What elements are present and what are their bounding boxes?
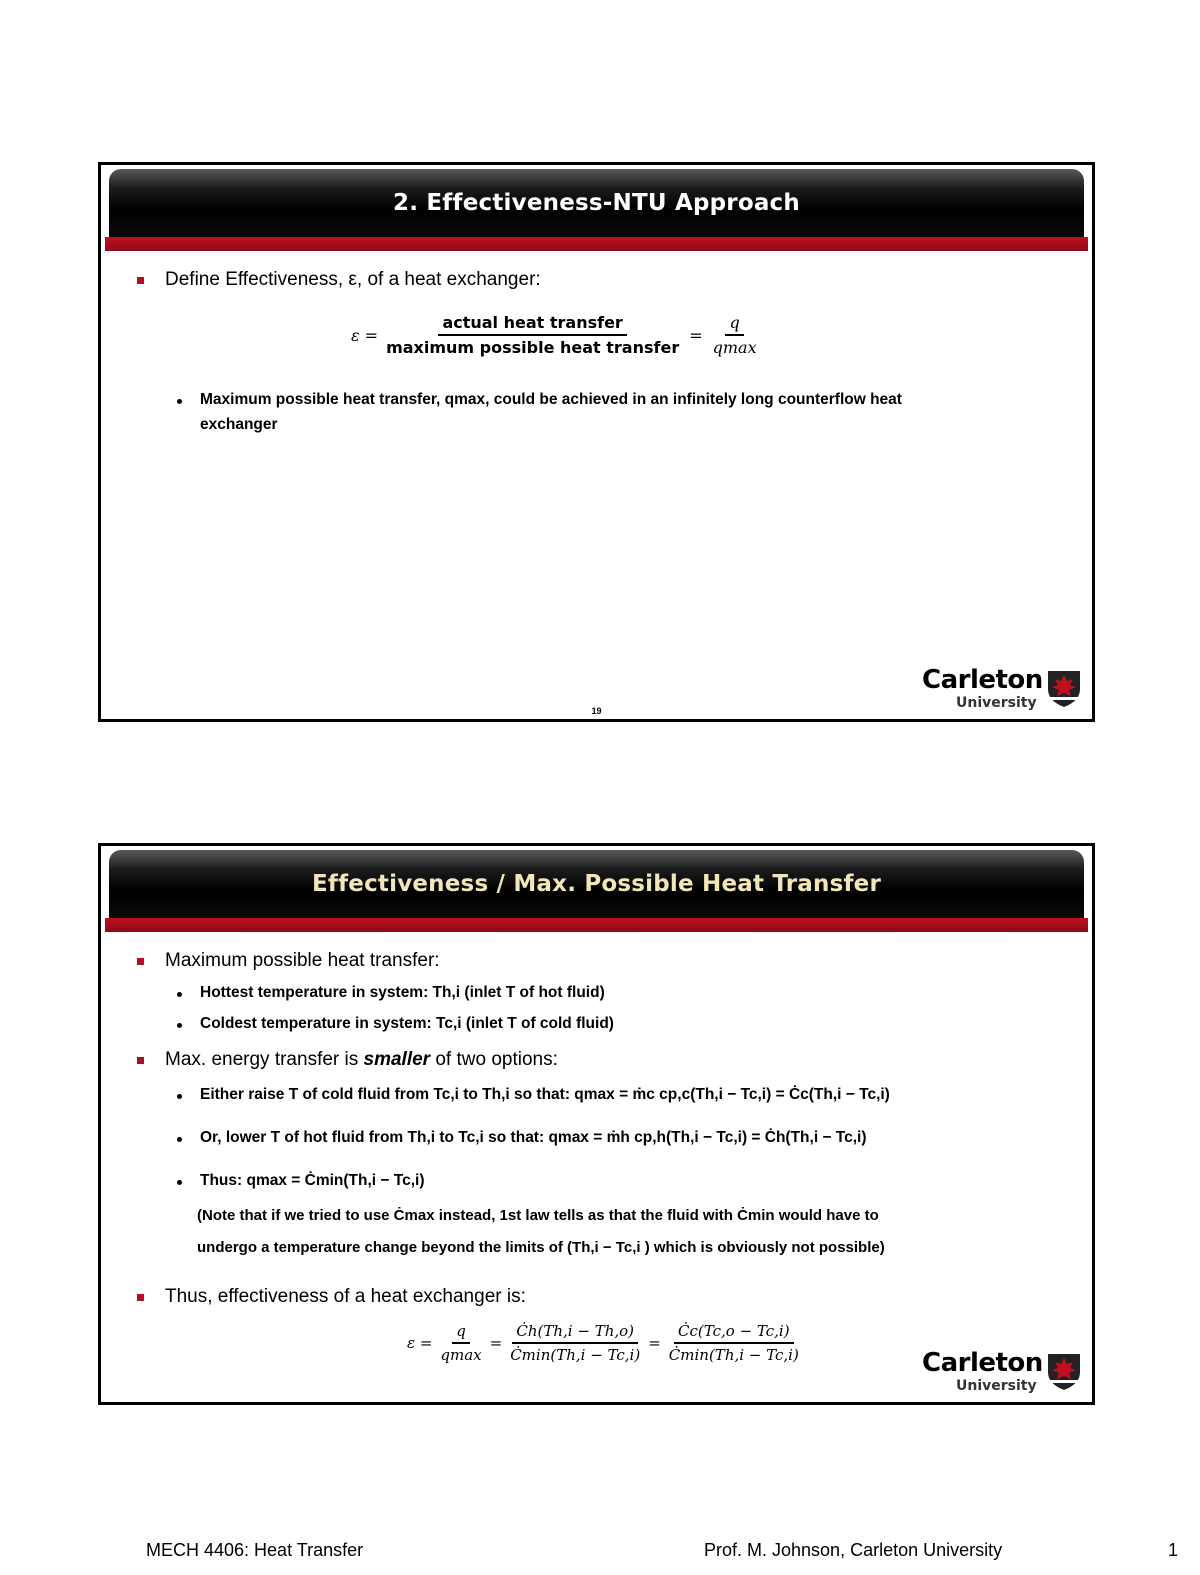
eq-f1-den: qmax [440, 1346, 482, 1364]
sub-bullet-hottest: Hottest temperature in system: Th,i (inlet T of hot fluid) [200, 984, 605, 1001]
bullet-max-energy-post: of two options: [435, 1049, 558, 1070]
eq-fraction-2 [506, 1322, 644, 1364]
eq-f1-num: q [452, 1322, 470, 1344]
eq-f3-num: Ċc(Tc,o − Tc,i) [674, 1322, 794, 1344]
eq-q: q [725, 313, 743, 336]
slide-20 [98, 843, 1095, 1405]
logo-name: Carleton [922, 665, 1043, 695]
footer-page-number: 1 [1168, 1540, 1179, 1560]
slide-title-bar [109, 850, 1084, 918]
bullet-define-effectiveness: Define Effectiveness, ε, of a heat exchanger: [165, 269, 541, 290]
eq-equals-1: = [489, 1334, 503, 1352]
bullet-max-heat-transfer: Maximum possible heat transfer: [165, 950, 440, 971]
eq-fraction-q [709, 313, 761, 357]
logo-subtitle: University [956, 695, 1037, 711]
carleton-logo [922, 1348, 1082, 1396]
eq-lhs: ε = [407, 1334, 433, 1352]
sub-bullet-or: Or, lower T of hot fluid from Th,i to Tc,i so that: qmax = ṁh cp,h(Th,i − Tc,i) = Ċh(Th,i − Tc,i) [200, 1129, 867, 1146]
eq-f2-den: Ċmin(Th,i − Tc,i) [510, 1346, 641, 1364]
sub-bullet-qmax: Maximum possible heat transfer, qmax, could be achieved in an infinitely long counterflow heat [200, 391, 902, 408]
bullet-max-energy-pre: Max. energy transfer is [165, 1049, 359, 1070]
eq-f3-den: Ċmin(Th,i − Tc,i) [668, 1346, 799, 1364]
eq-fraction-3 [665, 1322, 803, 1364]
eq-fraction-1 [436, 1322, 485, 1364]
footer-course: MECH 4406: Heat Transfer [146, 1540, 364, 1560]
eq-fraction-words [382, 313, 683, 357]
eq-denominator: maximum possible heat transfer [386, 338, 680, 357]
logo-name: Carleton [922, 1348, 1043, 1378]
effectiveness-equation [407, 1322, 803, 1364]
carleton-shield-icon [1046, 1350, 1082, 1394]
eq-f2-num: Ċh(Th,i − Th,o) [512, 1322, 638, 1344]
logo-subtitle: University [956, 1378, 1037, 1394]
page-number: 19 [591, 706, 602, 716]
eq-numerator: actual heat transfer [438, 313, 626, 336]
bullet-max-energy-em: smaller [363, 1049, 431, 1070]
sub-bullet-coldest: Coldest temperature in system: Tc,i (inlet T of cold fluid) [200, 1015, 614, 1032]
footer-author: Prof. M. Johnson, Carleton University [704, 1540, 1003, 1560]
sub-bullet-either: Either raise T of cold fluid from Tc,i to Th,i so that: qmax = ṁc cp,c(Th,i − Tc,i) = Ċc(Th,i − Tc,i) [200, 1086, 890, 1103]
bullet-max-energy [165, 1049, 558, 1071]
eq-equals-2: = [648, 1334, 661, 1352]
sub-bullet-qmax-cont: exchanger [200, 416, 278, 433]
bullet-thus-effectiveness: Thus, effectiveness of a heat exchanger is: [165, 1286, 526, 1307]
eq-lhs: ε = [351, 325, 379, 345]
eq-equals: = [689, 325, 703, 345]
slide-title: Effectiveness / Max. Possible Heat Transfer [311, 871, 882, 897]
eq-qmax: qmax [712, 338, 757, 357]
carleton-shield-icon [1046, 667, 1082, 711]
title-accent-bar [105, 918, 1088, 932]
note-line-1: (Note that if we tried to use Ċmax instead, 1st law tells as that the fluid with Ċmin would have to [197, 1207, 879, 1224]
slide-title-bar [109, 169, 1084, 237]
note-line-2: undergo a temperature change beyond the limits of (Th,i − Tc,i ) which is obviously not possible) [197, 1239, 885, 1256]
slide-19 [98, 162, 1095, 722]
slide-title: 2. Effectiveness-NTU Approach [393, 190, 800, 216]
sub-bullet-thus: Thus: qmax = Ċmin(Th,i − Tc,i) [200, 1172, 425, 1189]
effectiveness-definition-equation [351, 313, 761, 357]
title-accent-bar [105, 237, 1088, 251]
